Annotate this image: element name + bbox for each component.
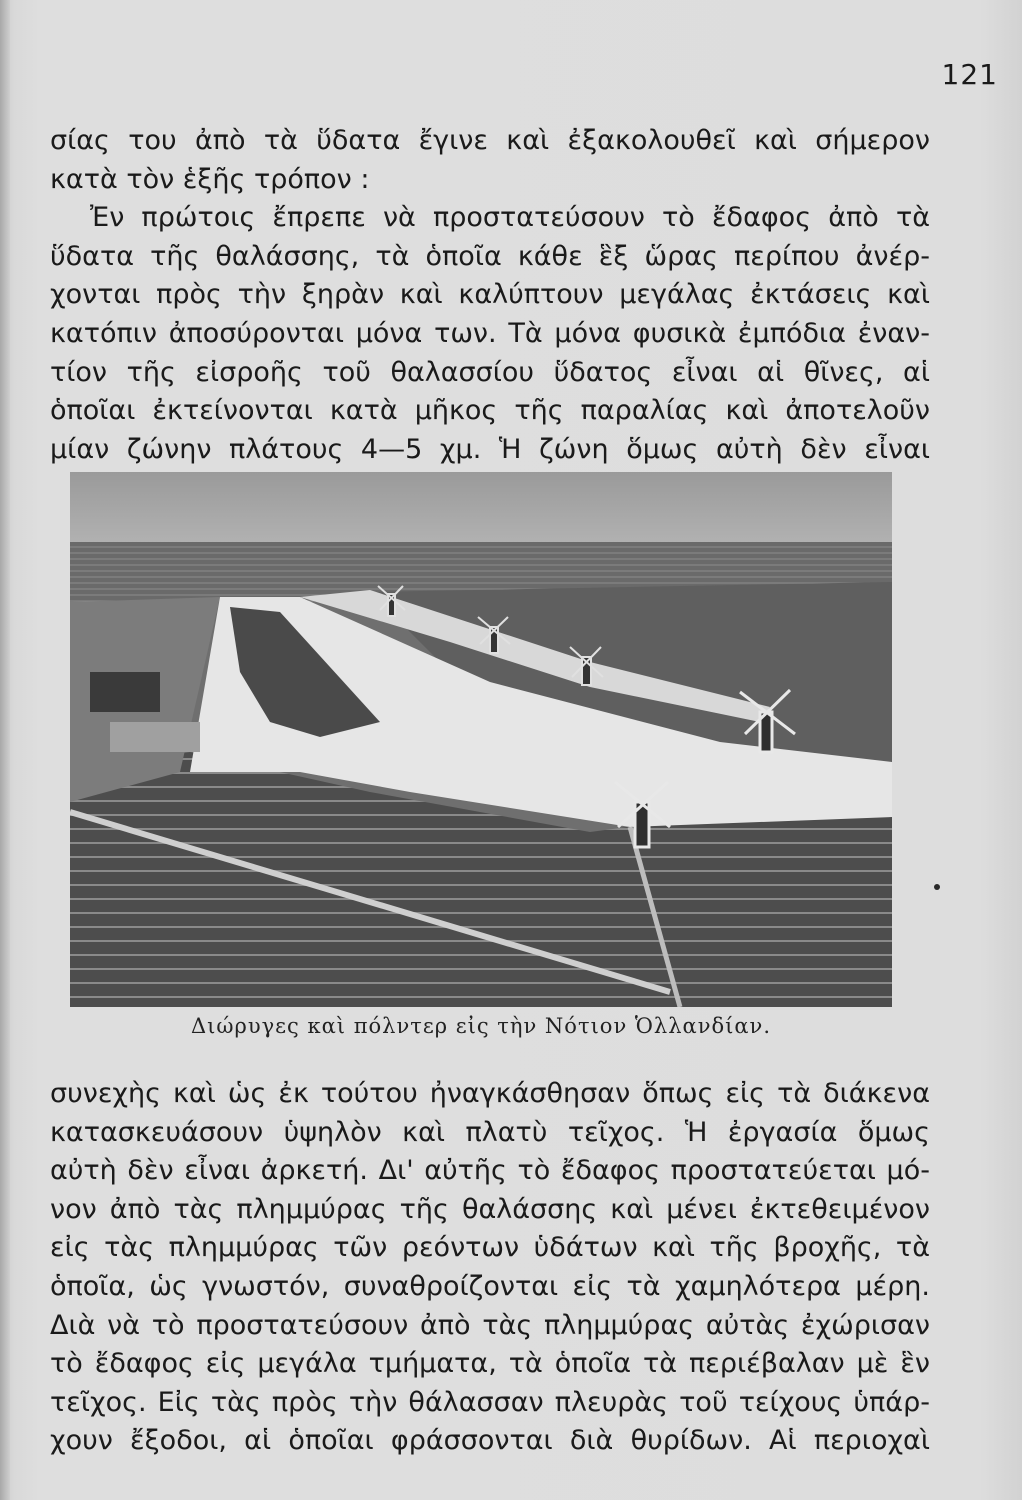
- text-line: τεῖχος. Εἰς τὰς πρὸς τὴν θάλασσαν πλευρὰς τοῦ τείχους ὑπάρ-: [50, 1386, 930, 1418]
- photo-illustration: [70, 472, 892, 1007]
- text-line: κατασκευάσουν ὑψηλὸν καὶ πλατὺ τεῖχος. Ἡ ἐργασία ὅμως: [50, 1116, 930, 1148]
- text-block-top: [50, 122, 930, 469]
- figure-caption: Διώρυγες καὶ πόλντερ εἰς τὴν Νότιον Ὁλλανδίαν.: [190, 1014, 771, 1038]
- text-line: νον ἀπὸ τὰς πλημμύρας τῆς θαλάσσης καὶ μένει ἐκτεθειμένον: [50, 1193, 930, 1225]
- binding-edge: [0, 0, 10, 1500]
- text-line: κατὰ τὸν ἑξῆς τρόπον :: [50, 163, 370, 195]
- text-line: Διὰ νὰ τὸ προστατεύσουν ἀπὸ τὰς πλημμύρας αὐτὰς ἐχώρισαν: [50, 1309, 930, 1341]
- text-line: ὁποῖαι ἐκτείνονται κατὰ μῆκος τῆς παραλίας καὶ ἀποτελοῦν: [50, 395, 930, 427]
- text-line: ὕδατα τῆς θαλάσσης, τὰ ὁποῖα κάθε ἓξ ὥρας περίπου ἀνέρ-: [50, 240, 930, 272]
- text-line: σίας του ἀπὸ τὰ ὕδατα ἔγινε καὶ ἐξακολουθεῖ καὶ σήμερον: [50, 125, 930, 156]
- text-line: χονται πρὸς τὴν ξηρὰν καὶ καλύπτουν μεγάλας ἐκτάσεις καὶ: [50, 279, 930, 311]
- text-block-bottom: [50, 1075, 930, 1461]
- text-line: ὁποῖα, ὡς γνωστόν, συναθροίζονται εἰς τὰ χαμηλότερα μέρη.: [50, 1270, 930, 1302]
- figure-photo-polders: [70, 472, 892, 1007]
- text-line: εἰς τὰς πλημμύρας τῶν ρεόντων ὑδάτων καὶ τῆς βροχῆς, τὰ: [50, 1232, 930, 1264]
- text-line: Ἐν πρώτοις ἔπρεπε νὰ προστατεύσουν τὸ ἔδαφος ἀπὸ τὰ: [90, 202, 930, 234]
- farm-buildings: [110, 722, 200, 752]
- page-number: 121: [941, 58, 998, 91]
- sky: [70, 472, 892, 552]
- farm-buildings: [90, 672, 160, 712]
- text-line: τίον τῆς εἰσροῆς τοῦ θαλασσίου ὕδατος εἶναι αἱ θῖνες, αἱ: [50, 356, 930, 388]
- text-line: συνεχὴς καὶ ὡς ἐκ τούτου ἠναγκάσθησαν ὅπως εἰς τὰ διάκενα: [50, 1078, 930, 1109]
- text-line: κατόπιν ἀποσύρονται μόνα των. Τὰ μόνα φυσικὰ ἐμπόδια ἐναν-: [50, 317, 930, 349]
- print-speck: [934, 884, 940, 890]
- text-line: αὐτὴ δὲν εἶναι ἀρκετή. Δι' αὐτῆς τὸ ἔδαφος προστατεύεται μό-: [50, 1155, 930, 1187]
- text-line: μίαν ζώνην πλάτους 4—5 χμ. Ἡ ζώνη ὅμως αὐτὴ δὲν εἶναι: [50, 433, 930, 465]
- text-line: τὸ ἔδαφος εἰς μεγάλα τμήματα, τὰ ὁποῖα τὰ περιέβαλαν μὲ ἓν: [50, 1348, 930, 1380]
- text-line: χουν ἔξοδοι, αἱ ὁποῖαι φράσσονται διὰ θυρίδων. Αἱ περιοχαὶ: [50, 1425, 930, 1457]
